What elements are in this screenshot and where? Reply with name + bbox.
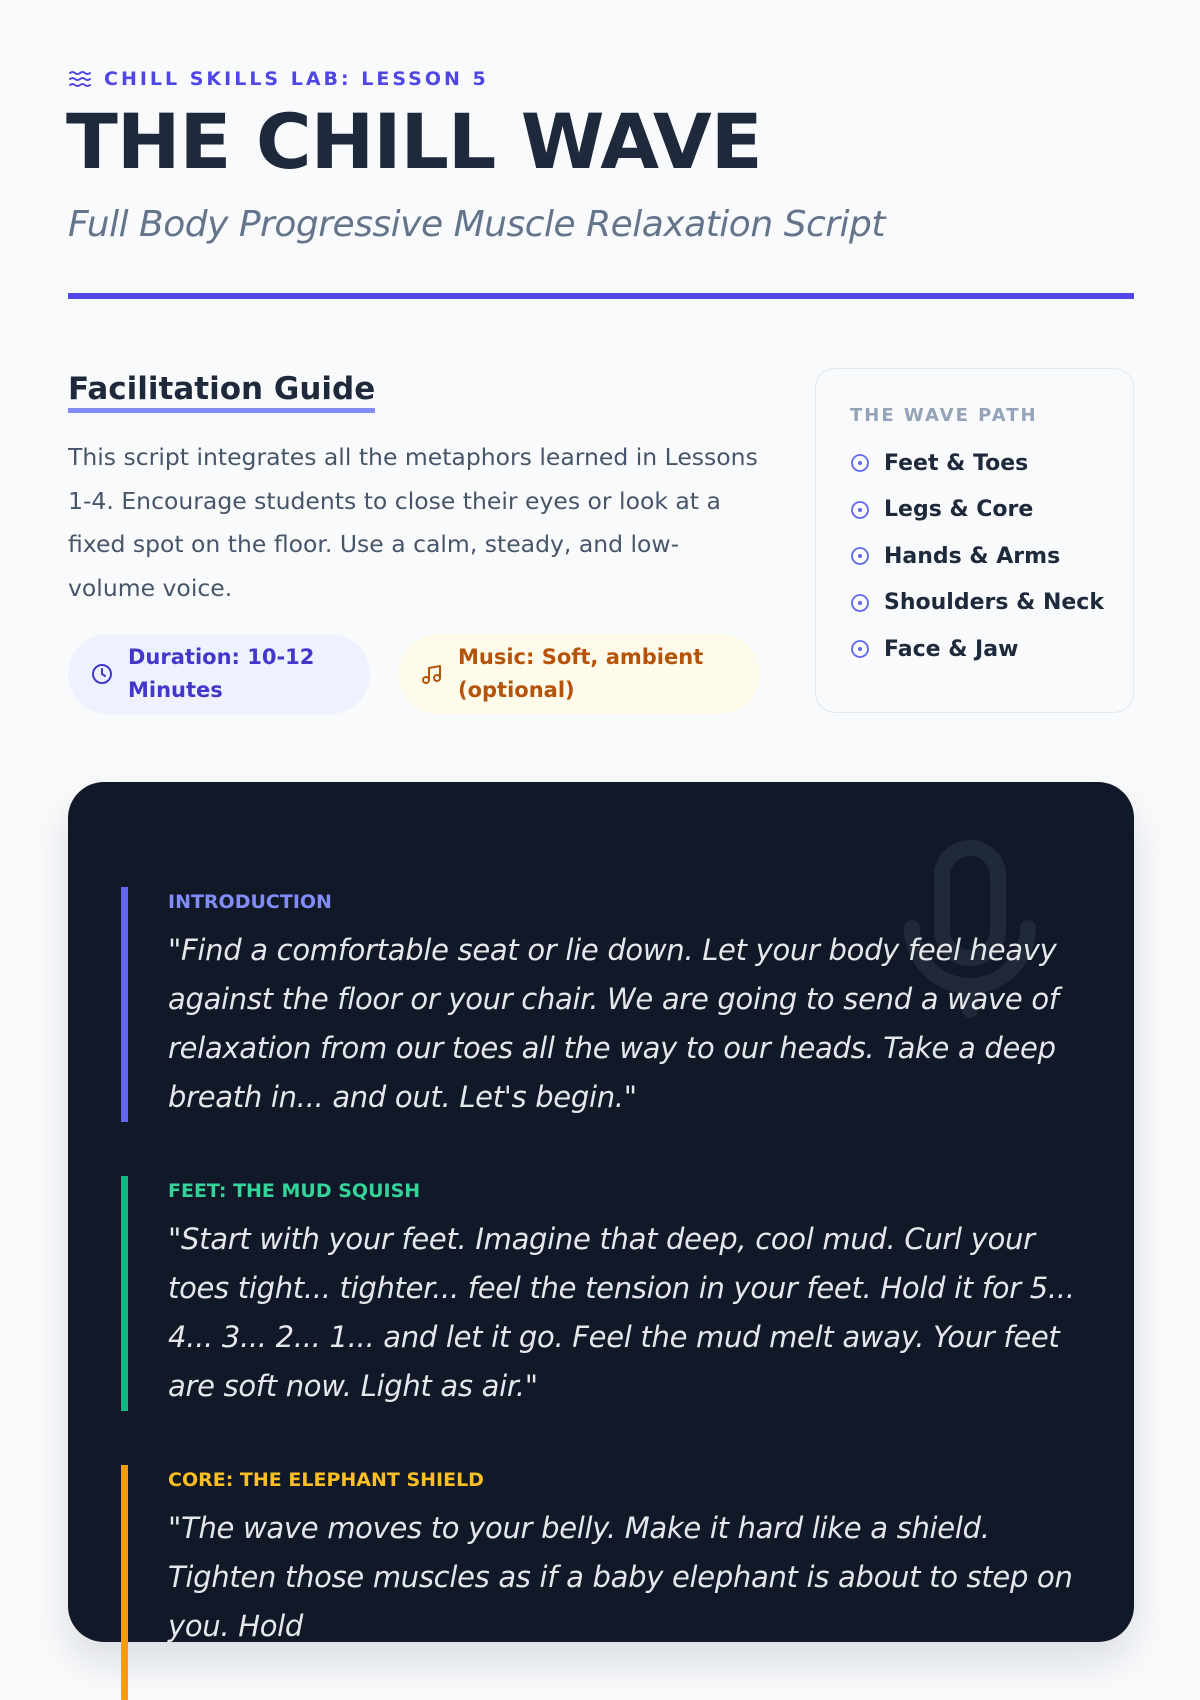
target-circle-icon <box>850 639 870 659</box>
section-label: CORE: THE ELEPHANT SHIELD <box>168 1469 484 1491</box>
music-badge <box>398 634 760 714</box>
music-text: Music: Soft, ambient (optional) <box>458 645 704 702</box>
facilitation-body: This script integrates all the metaphors learned in Lessons 1-4. Encourage students to close their eyes or look at a fixed spot on the floor. Use a calm, steady, and low-volume voice. <box>68 443 758 602</box>
eyebrow-text: CHILL SKILLS LAB: LESSON 5 <box>104 68 489 90</box>
target-circle-icon <box>850 500 870 520</box>
section-script-text: "The wave moves to your belly. Make it hard like a shield. Tighten those muscles as if a baby elephant is about to step on you. Hold <box>168 1511 1073 1643</box>
lesson-eyebrow <box>68 68 489 90</box>
target-circle-icon <box>850 546 870 566</box>
music-note-icon <box>420 662 444 686</box>
page-title: THE CHILL WAVE <box>66 97 762 186</box>
wave-path-item <box>850 533 1133 580</box>
wave-path-title: THE WAVE PATH <box>850 405 1038 426</box>
section-script-text: "Find a comfortable seat or lie down. Let your body feel heavy against the floor or your chair. We are going to send a wave of relaxation from our toes all the way to our heads. Take a deep breath in... and out. Let's begin." <box>168 933 1059 1114</box>
duration-text: Duration: 10-12 Minutes <box>128 645 315 702</box>
wave-path-item <box>850 580 1133 627</box>
wave-path-item <box>850 626 1133 673</box>
script-panel <box>68 782 1134 1642</box>
wave-path-label: Hands & Arms <box>884 543 1061 569</box>
wave-path-label: Legs & Core <box>884 497 1034 523</box>
target-circle-icon <box>850 593 870 613</box>
waves-icon <box>68 69 92 89</box>
wave-path-item <box>850 440 1133 487</box>
script-section-feet <box>121 1176 1081 1411</box>
section-script-text: "Start with your feet. Imagine that deep, cool mud. Curl your toes tight... tighter... feel the tension in your feet. Hold it for 5... 4... 3... 2... 1... and let it go. Feel the mud melt away. Your feet are soft now. Light as air." <box>168 1222 1075 1403</box>
target-circle-icon <box>850 453 870 473</box>
wave-path-label: Face & Jaw <box>884 636 1019 662</box>
section-accent-bar <box>121 1465 128 1700</box>
wave-path-card <box>815 368 1134 713</box>
section-accent-bar <box>121 887 128 1122</box>
wave-path-item <box>850 487 1133 534</box>
section-label: INTRODUCTION <box>168 891 332 913</box>
script-section-introduction <box>121 887 1081 1122</box>
duration-badge <box>68 634 370 714</box>
script-section-core <box>121 1465 1081 1700</box>
wave-path-label: Feet & Toes <box>884 450 1029 476</box>
facilitation-heading: Facilitation Guide <box>68 370 375 413</box>
clock-icon <box>90 662 114 686</box>
wave-path-label: Shoulders & Neck <box>884 590 1104 616</box>
section-accent-bar <box>121 1176 128 1411</box>
header-divider <box>68 293 1134 299</box>
page-subtitle: Full Body Progressive Muscle Relaxation Script <box>68 204 886 245</box>
section-label: FEET: THE MUD SQUISH <box>168 1180 421 1202</box>
